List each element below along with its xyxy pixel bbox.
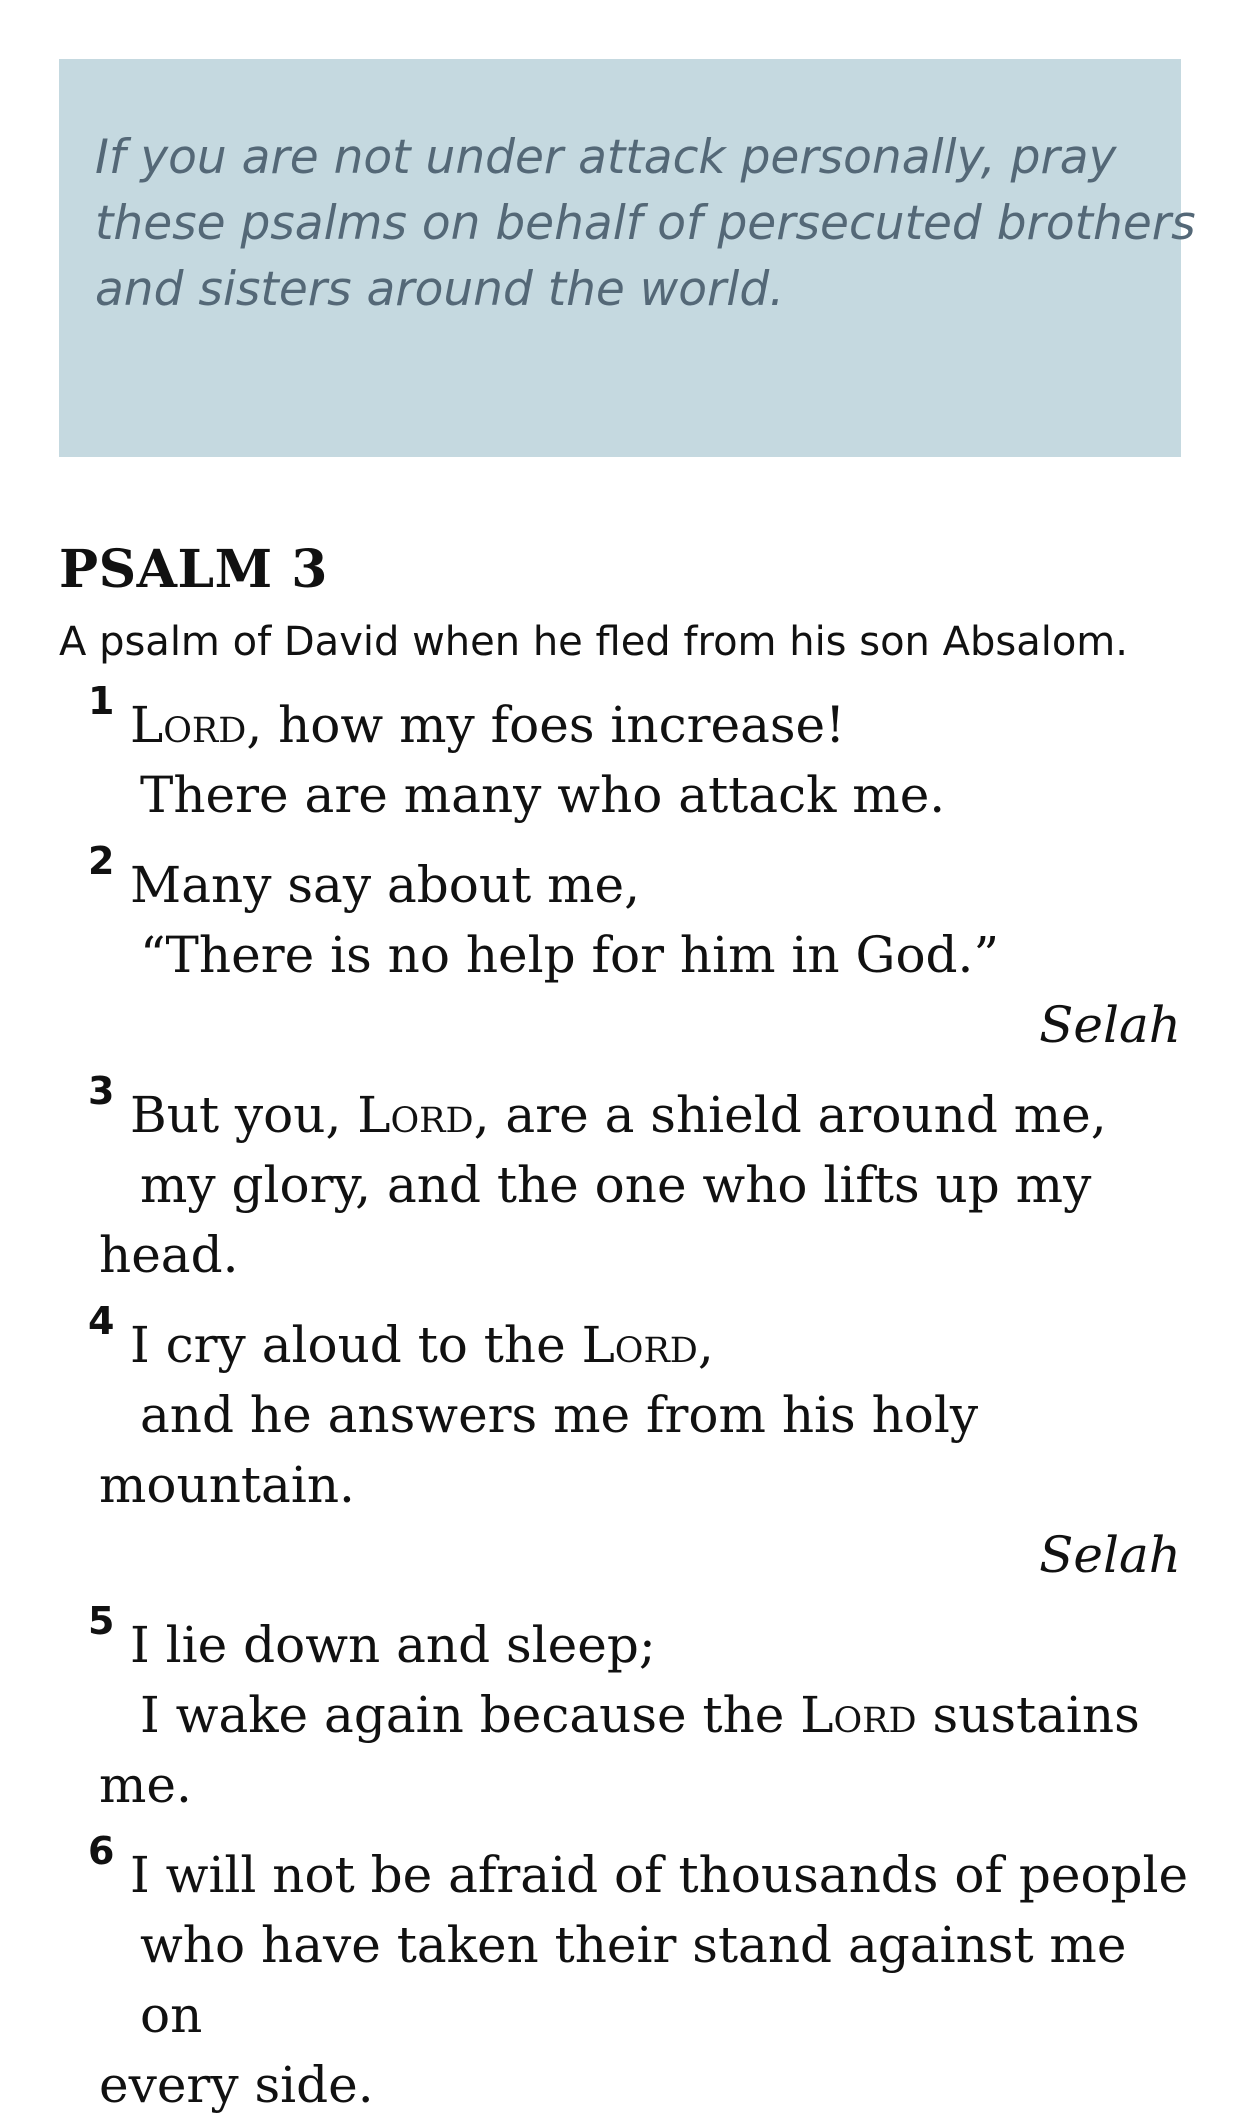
verse-line: and he answers me from his holy (140, 1386, 979, 1444)
verse-line (130, 690, 1181, 760)
verse-line-continuation: mountain. (99, 1456, 355, 1514)
verse-2 (59, 839, 1181, 990)
psalm-text (59, 679, 1189, 2120)
verse-text: I wake again because the (140, 1686, 801, 1744)
verse-5 (59, 1599, 1181, 1820)
verse-number: 3 (88, 1069, 115, 1113)
callout-line: and sisters around the world. (95, 262, 785, 317)
verse-line-continuation: every side. (99, 2056, 374, 2114)
callout-box (59, 59, 1196, 457)
verse-line: Many say about me, (130, 856, 640, 914)
verse-line (130, 1680, 1181, 1750)
verse-number: 5 (88, 1599, 115, 1643)
verse-number: 6 (88, 1829, 115, 1873)
selah-marker: Selah (1039, 996, 1181, 1054)
callout-line: these psalms on behalf of persecuted brothers (95, 196, 1196, 251)
verse-line: my glory, and the one who lifts up my (140, 1156, 1092, 1214)
psalm-title: PSALM 3 (59, 539, 328, 600)
verse-3 (59, 1069, 1181, 1290)
verse-number: 1 (88, 679, 115, 723)
verse-line: I lie down and sleep; (130, 1616, 656, 1674)
divine-name: Lord (581, 1316, 698, 1374)
divine-name: Lord (130, 696, 247, 754)
divine-name: Lord (357, 1086, 474, 1144)
verse-line: There are many who attack me. (140, 766, 946, 824)
verse-line (130, 1310, 1181, 1380)
verse-text: sustains (916, 1686, 1140, 1744)
verse-number: 4 (88, 1299, 115, 1343)
verse-text: I cry aloud to the (130, 1316, 582, 1374)
verse-text: , how my foes increase! (246, 696, 846, 754)
verse-text: But you, (130, 1086, 358, 1144)
verse-1 (59, 679, 1181, 830)
psalm-superscription: A psalm of David when he fled from his son Absalom. (59, 619, 1128, 665)
divine-name: Lord (800, 1686, 917, 1744)
verse-line: who have taken their stand against me on (140, 1916, 1127, 2044)
verse-line-continuation: head. (99, 1226, 239, 1284)
verse-line: “There is no help for him in God.” (140, 926, 1000, 984)
verse-number: 2 (88, 839, 115, 883)
verse-text: , are a shield around me, (473, 1086, 1107, 1144)
verse-line (130, 1080, 1181, 1150)
callout-line: If you are not under attack personally, pray (95, 130, 1117, 185)
verse-line: I will not be afraid of thousands of people (130, 1846, 1189, 1904)
selah-marker: Selah (1039, 1526, 1181, 1584)
verse-6 (59, 1829, 1189, 2120)
verse-4 (59, 1299, 1181, 1520)
verse-line-continuation: me. (99, 1756, 192, 1814)
callout-text (95, 125, 1196, 323)
verse-text: , (697, 1316, 714, 1374)
